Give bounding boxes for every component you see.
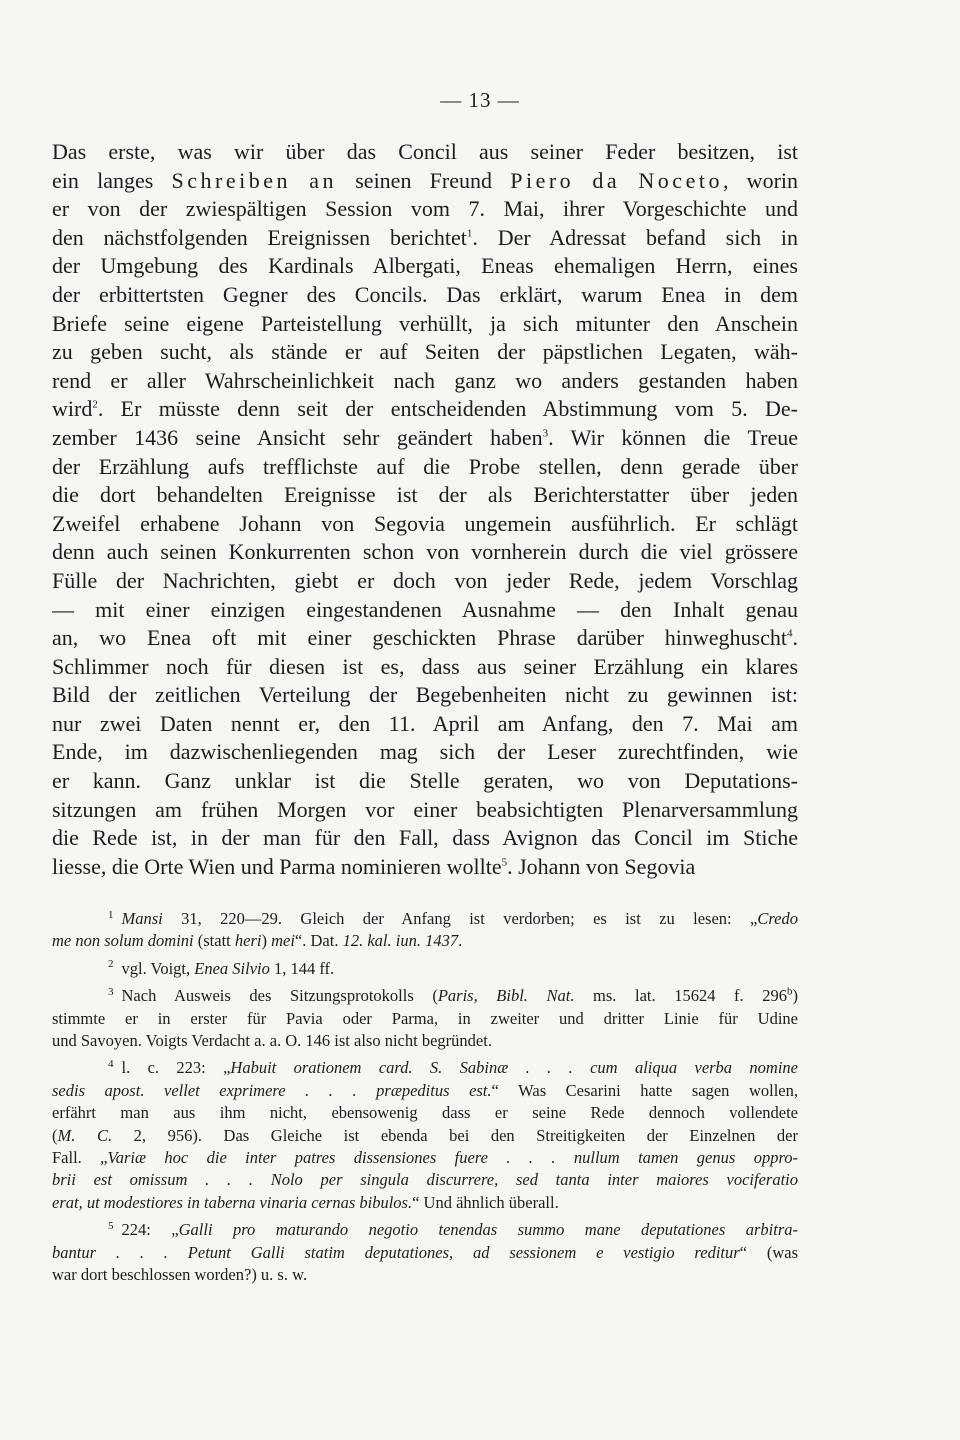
text-line: Ende, im dazwischenliegenden mag sich der Leser zurechtfinden, wie: [52, 739, 798, 765]
text-line: Das erste, was wir über das Concil aus seiner Feder besitzen, ist: [52, 139, 798, 164]
text-line: rend er aller Wahrscheinlichkeit nach ganz wo anders gestanden haben: [52, 367, 798, 393]
spaced-emphasis: da: [592, 167, 621, 193]
footnote-line: $^5$ 224: „Galli pro maturando negotio tenendas summo mane deputationes arbitra-: [108, 1219, 798, 1240]
spaced-emphasis: Piero: [510, 167, 575, 193]
text-line: — mit einer einzigen eingestandenen Ausnahme — den Inhalt genau: [52, 596, 798, 622]
footnote-ref: 2: [92, 399, 98, 412]
footnote-line: sedis apost. vellet exprimere . . . præpeditus est.“ Was Cesarini hatte sagen wollen,: [52, 1080, 798, 1100]
text-line: nur zwei Daten nennt er, den 11. April am Anfang, den 7. Mai am: [52, 710, 798, 736]
text-line: er von der zwiespältigen Session vom 7. Mai, ihrer Vorgeschichte und: [52, 196, 798, 222]
footnote-line: Fall. „Variæ hoc die inter patres dissensiones fuere . . . nullum tamen genus oppro-: [52, 1148, 798, 1168]
footnote-number: 3: [108, 985, 114, 998]
italic-text: me non solum domini: [52, 931, 194, 951]
footnote-ref: 3: [542, 427, 549, 440]
italic-text: Paris, Bibl. Nat.: [437, 986, 575, 1006]
italic-text: bantur . . . Petunt Galli statim deputationes, ad sessionem e vestigio reditur: [52, 1242, 740, 1262]
main-paragraph: [52, 138, 798, 881]
text-line: zu geben sucht, als stände er auf Seiten der päpstlichen Legaten, wäh-: [52, 339, 798, 365]
footnote-ref: 5: [501, 856, 508, 869]
footnote-ref: 4: [787, 627, 793, 640]
text-line: Fülle der Nachrichten, giebt er doch von jeder Rede, jedem Vorschlag: [52, 567, 798, 593]
footnote-number: 5: [108, 1219, 114, 1232]
text-line: sitzungen am frühen Morgen vor einer beabsichtigten Plenarversammlung: [52, 796, 798, 822]
text-line: Bild der zeitlichen Verteilung der Begebenheiten nicht zu gewinnen ist:: [52, 682, 798, 708]
italic-text: mei: [271, 931, 295, 951]
italic-text: heri: [234, 931, 262, 951]
footnote-number: 2: [108, 958, 114, 971]
text-line: denn auch seinen Konkurrenten schon von vornherein durch die viel grössere: [52, 539, 798, 565]
text-line: wird$^2$. Er müsste denn seit der entscheidenden Abstimmung vom 5. De-: [52, 396, 798, 422]
italic-text: erat, ut modestiores in taberna vinaria cernas bibulos.: [52, 1192, 413, 1212]
footnote: [52, 958, 798, 980]
italic-text: Habuit orationem card. S. Sabinæ . . . cum aliqua verba nomine: [230, 1058, 798, 1078]
italic-text: Credo: [757, 909, 798, 928]
spaced-emphasis: an: [309, 167, 338, 193]
text-line: die dort behandelten Ereignisse ist der als Berichterstatter über jeden: [52, 482, 798, 508]
text-line: Briefe seine eigene Parteistellung verhüllt, ja sich mitunter den Anschein: [52, 310, 798, 336]
italic-text: Enea Silvio: [194, 958, 270, 978]
text-line: ein langes Schreiben an seinen Freund Piero da Noceto, worin: [52, 167, 798, 193]
footnote-line: erat, ut modestiores in taberna vinaria cernas bibulos.“ Und ähnlich überall.: [52, 1192, 559, 1212]
footnote: [52, 1219, 798, 1286]
footnote-line: und Savoyen. Voigts Verdacht a. a. O. 146 ist also nicht begründet.: [52, 1031, 492, 1051]
footnote-line: [52, 1169, 798, 1191]
italic-text: Variæ hoc die inter patres dissensiones fuere . . . nullum tamen genus oppro-: [107, 1148, 798, 1168]
text-line: liesse, die Orte Wien und Parma nominieren wollte$^5$. Johann von Segovia: [52, 853, 696, 879]
footnote-line: bantur . . . Petunt Galli statim deputationes, ad sessionem e vestigio reditur“ (was: [52, 1242, 798, 1262]
footnote-ref: 1: [466, 227, 473, 240]
footnote-line: war dort beschlossen worden?) u. s. w.: [52, 1265, 308, 1285]
text-line: zember 1436 seine Ansicht sehr geändert haben$^3$. Wir können die Treue: [52, 424, 798, 450]
text-line: Zweifel erhabene Johann von Segovia ungemein ausführlich. Er schlägt: [52, 510, 798, 536]
text-line: er kann. Ganz unklar ist die Stelle geraten, wo von Deputations-: [52, 768, 798, 794]
footnote-line: (M. C. 2, 956). Das Gleiche ist ebenda bei den Streitigkeiten der Einzelnen der: [52, 1125, 798, 1145]
spaced-emphasis: Noceto: [638, 167, 723, 193]
footnote: [52, 1057, 798, 1214]
italic-text: sedis apost. vellet exprimere . . . præpeditus est.: [52, 1080, 492, 1100]
footnote-number: 1: [108, 908, 114, 921]
spaced-emphasis: Schreiben: [171, 167, 292, 193]
footnote-line: $^3$ Nach Ausweis des Sitzungsprotokolls (Paris, Bibl. Nat. ms. lat. 15624 f. 296$^b$): [108, 985, 798, 1006]
text-line: Schlimmer noch für diesen ist es, dass aus seiner Erzählung ein klares: [52, 653, 798, 679]
footnote-line: $^4$ l. c. 223: „Habuit orationem card. S. Sabinæ . . . cum aliqua verba nomine: [108, 1057, 798, 1078]
page-number: — 13 —: [440, 88, 520, 112]
footnote-line: stimmte er in erster für Pavia oder Parma, in zweiter und dritter Linie für Udine: [52, 1008, 798, 1028]
footnote-line: $^1$ Mansi 31, 220—29. Gleich der Anfang ist verdorben; es ist zu lesen: „Credo: [108, 908, 798, 928]
footnote-line: erfährt man aus ihm nicht, ebensowenig dass er seine Rede dennoch vollendete: [52, 1103, 798, 1123]
italic-text: M. C.: [57, 1125, 113, 1145]
text-line: der Umgebung des Kardinals Albergati, Eneas ehemaligen Herrn, eines: [52, 253, 798, 279]
footnote: [52, 908, 798, 953]
text-line: die Rede ist, in der man für den Fall, dass Avignon das Concil im Stiche: [52, 825, 798, 851]
text-line: den nächstfolgenden Ereignissen berichtet$^1$. Der Adressat befand sich in: [52, 224, 798, 250]
italic-text: brii est omissum . . . Nolo per singula discurrere, sed tanta inter maiores vociferatio: [52, 1170, 798, 1190]
footnote-ref: b: [787, 985, 793, 998]
text-line: der Erzählung aufs trefflichste auf die Probe stellen, denn gerade über: [52, 453, 798, 479]
footnote-number: 4: [108, 1057, 114, 1070]
italic-text: Galli pro maturando negotio tenendas summo mane deputationes arbitra-: [178, 1220, 798, 1240]
footnote-line: $^2$ vgl. Voigt, Enea Silvio 1, 144 ff.: [108, 958, 335, 978]
text-line: an, wo Enea oft mit einer geschickten Phrase darüber hinweghuscht$^4$.: [52, 625, 798, 651]
footnote: [52, 985, 798, 1052]
footnote-line: me non solum domini (statt heri) mei“. Dat. 12. kal. iun. 1437.: [52, 931, 463, 951]
text-line: der erbittertsten Gegner des Concils. Das erklärt, warum Enea in dem: [52, 281, 798, 307]
italic-text: 12. kal. iun. 1437: [342, 931, 459, 951]
italic-text: Mansi: [121, 909, 163, 928]
footnotes: [52, 908, 798, 1292]
